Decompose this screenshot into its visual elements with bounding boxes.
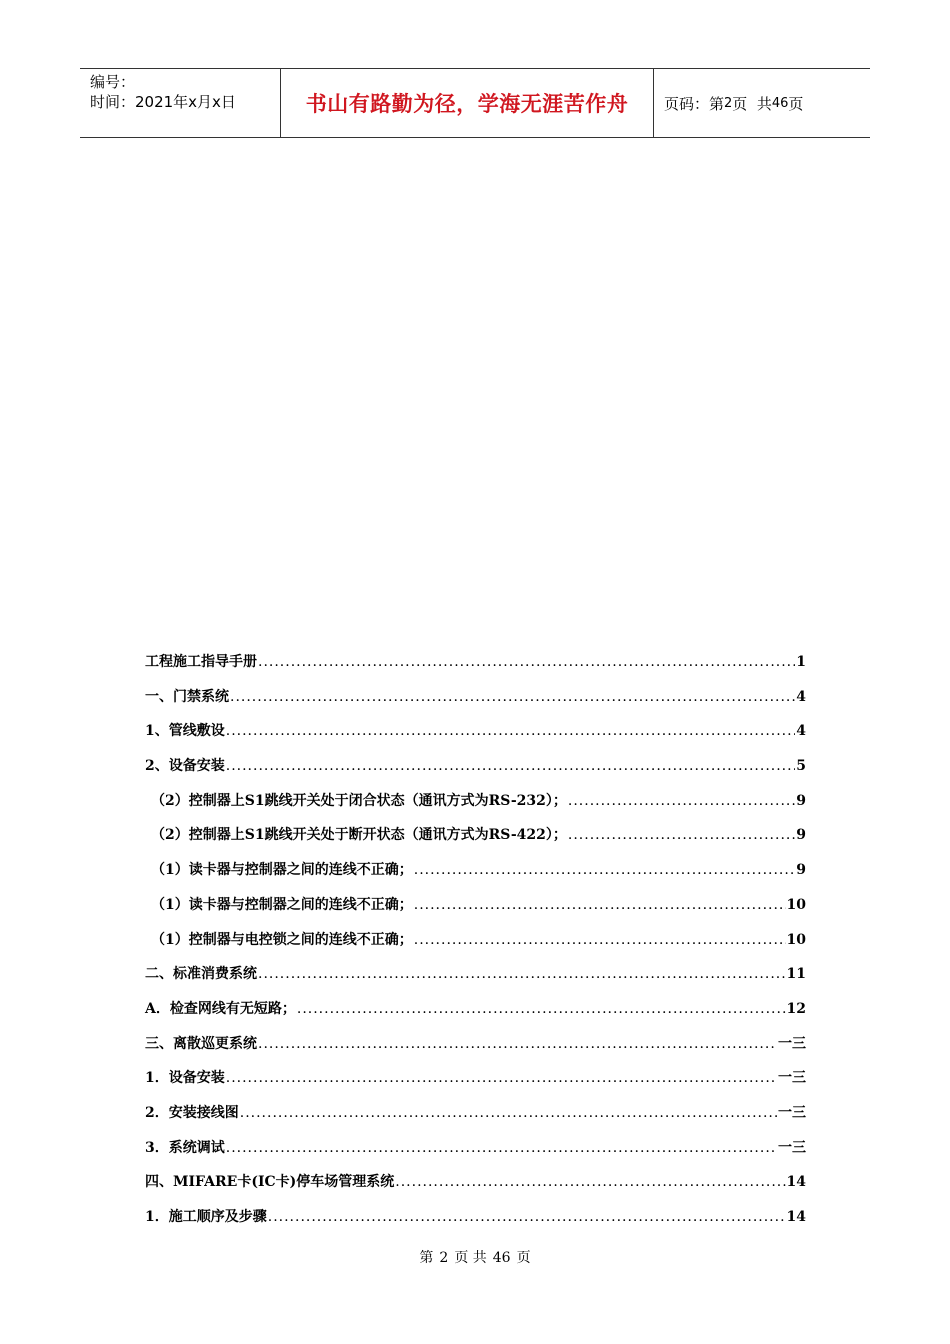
toc-leader-dots xyxy=(258,966,786,982)
toc-entry-page: 11 xyxy=(786,966,806,983)
toc-entry[interactable] xyxy=(145,929,806,964)
page-footer xyxy=(0,1247,950,1267)
toc-entry-title: （2）控制器上S1跳线开关处于闭合状态（通讯方式为RS-232）； xyxy=(151,792,567,809)
toc-entry[interactable] xyxy=(145,720,806,755)
footer-prefix: 第 xyxy=(419,1250,434,1266)
header-page-suffix: 页 xyxy=(788,94,804,113)
toc-entry-page: 10 xyxy=(786,896,806,913)
toc-entry-page: 1 xyxy=(796,654,806,670)
header-page-current: 2 xyxy=(724,95,733,111)
footer-total: 46 xyxy=(492,1250,511,1266)
toc-entry[interactable] xyxy=(145,1137,806,1172)
table-of-contents xyxy=(145,651,806,1241)
toc-entry-title: 一、门禁系统 xyxy=(145,688,229,705)
toc-entry-page: 12 xyxy=(786,1000,806,1017)
toc-leader-dots xyxy=(268,1209,786,1225)
toc-entry[interactable] xyxy=(145,1067,806,1102)
document-number-label: 编号： xyxy=(90,73,136,91)
toc-entry-title: 1、管线敷设 xyxy=(145,723,225,740)
toc-entry-page: 9 xyxy=(796,862,806,879)
toc-entry-title: 2．安装接线图 xyxy=(145,1104,239,1121)
toc-entry-title: 2、设备安装 xyxy=(145,758,225,775)
footer-mid: 页 共 xyxy=(454,1250,487,1266)
toc-entry-title: 工程施工指导手册 xyxy=(145,654,257,670)
toc-entry[interactable] xyxy=(145,963,806,998)
toc-entry-page: 一三 xyxy=(778,1139,806,1156)
toc-leader-dots xyxy=(258,1036,777,1052)
toc-entry-page: 一三 xyxy=(778,1035,806,1052)
toc-entry-page: 4 xyxy=(796,688,806,705)
toc-entry-page: 5 xyxy=(796,758,806,775)
toc-entry[interactable] xyxy=(145,894,806,929)
toc-entry[interactable] xyxy=(145,859,806,894)
page-header xyxy=(80,68,870,138)
toc-entry-title: A．检查网线有无短路； xyxy=(145,1000,296,1017)
header-page-mid: 页 共 xyxy=(732,94,772,113)
toc-entry[interactable] xyxy=(145,1102,806,1137)
toc-entry[interactable] xyxy=(145,1171,806,1206)
toc-leader-dots xyxy=(297,1001,786,1017)
toc-leader-dots xyxy=(258,654,795,670)
toc-entry[interactable] xyxy=(145,824,806,859)
toc-entry-title: （1）控制器与电控锁之间的连线不正确； xyxy=(151,931,413,948)
toc-leader-dots xyxy=(226,758,796,774)
toc-entry-title: （1）读卡器与控制器之间的连线不正确； xyxy=(151,896,413,913)
toc-entry[interactable] xyxy=(145,998,806,1033)
toc-entry-page: 一三 xyxy=(778,1070,806,1087)
toc-entry[interactable] xyxy=(145,651,806,686)
footer-current: 2 xyxy=(439,1250,449,1266)
toc-leader-dots xyxy=(414,862,796,878)
toc-entry-page: 10 xyxy=(786,931,806,948)
toc-entry-title: （1）读卡器与控制器之间的连线不正确； xyxy=(151,862,413,879)
header-page-info xyxy=(654,69,870,137)
toc-leader-dots xyxy=(230,689,795,705)
toc-entry-page: 9 xyxy=(796,827,806,844)
toc-leader-dots xyxy=(414,932,786,948)
toc-entry[interactable] xyxy=(145,755,806,790)
toc-entry-title: 四、MIFARE卡(IC卡)停车场管理系统 xyxy=(145,1174,395,1191)
toc-entry-page: 一三 xyxy=(778,1104,806,1121)
toc-entry[interactable] xyxy=(145,686,806,721)
toc-entry-title: 3．系统调试 xyxy=(145,1139,225,1156)
toc-entry-page: 14 xyxy=(786,1174,806,1191)
toc-leader-dots xyxy=(395,1174,785,1190)
toc-leader-dots xyxy=(414,897,786,913)
document-time-label: 时间：2021年x月x日 xyxy=(90,93,236,111)
toc-entry-page: 14 xyxy=(786,1209,806,1225)
header-motto: 书山有路勤为径，学海无涯苦作舟 xyxy=(281,69,654,137)
toc-entry-title: 二、标准消费系统 xyxy=(145,966,257,983)
toc-leader-dots xyxy=(240,1105,777,1121)
toc-leader-dots xyxy=(226,723,796,739)
toc-entry-page: 4 xyxy=(796,723,806,740)
header-info-cell xyxy=(80,69,281,137)
footer-suffix: 页 xyxy=(516,1250,531,1266)
toc-leader-dots xyxy=(226,1070,777,1086)
toc-entry[interactable] xyxy=(145,1206,806,1241)
toc-leader-dots xyxy=(568,793,795,809)
toc-entry[interactable] xyxy=(145,1033,806,1068)
toc-entry-title: 1．施工顺序及步骤 xyxy=(145,1209,267,1225)
toc-entry-page: 9 xyxy=(796,792,806,809)
toc-leader-dots xyxy=(226,1140,777,1156)
toc-entry-title: 1．设备安装 xyxy=(145,1070,225,1087)
toc-entry-title: （2）控制器上S1跳线开关处于断开状态（通讯方式为RS-422）； xyxy=(151,827,567,844)
header-page-total: 46 xyxy=(771,95,789,111)
toc-leader-dots xyxy=(568,827,795,843)
toc-entry-title: 三、离散巡更系统 xyxy=(145,1035,257,1052)
header-page-prefix: 页码：第 xyxy=(664,94,725,113)
toc-entry[interactable] xyxy=(145,790,806,825)
